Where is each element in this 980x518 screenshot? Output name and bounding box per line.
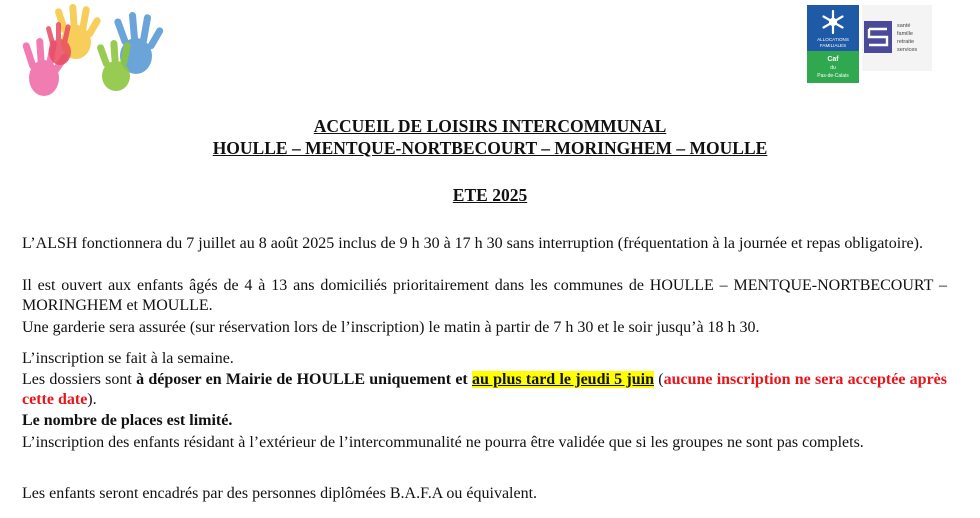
daycare-paragraph: Une garderie sera assurée (sur réservation lors de l’inscription) le matin à partir de 7 h 30 et le soir jusqu’à 18 h 30. bbox=[22, 319, 760, 336]
title-line-1: ACCUEIL DE LOISIRS INTERCOMMUNAL bbox=[313, 116, 667, 136]
weekly-registration-paragraph: L’inscription se fait à la semaine. bbox=[22, 350, 234, 367]
title-line-2: HOULLE – MENTQUE-NORTBECOURT – MORINGHEM – MOULLE bbox=[212, 138, 768, 158]
msa-line-1: santé bbox=[897, 23, 911, 29]
caf-line-3: Caf bbox=[827, 56, 839, 63]
no-late-registration-warning: aucune inscription ne sera acceptée après cette date bbox=[22, 371, 947, 408]
msa-line-3: retraite bbox=[897, 39, 915, 45]
limited-places-notice bbox=[22, 411, 947, 431]
msa-line-4: services bbox=[897, 47, 918, 53]
caf-logo bbox=[807, 5, 859, 83]
caf-line-5: Pas-de-Calais bbox=[817, 73, 849, 79]
schedule-paragraph: L’ALSH fonctionnera du 7 juillet au 8 août 2025 inclus de 9 h 30 à 17 h 30 sans interruption (fréquentation à la journée et repas obligatoire). bbox=[22, 235, 923, 252]
eligibility-paragraph: Il est ouvert aux enfants âgés de 4 à 13 ans domiciliés prioritairement dans les communes de HOULLE – MENTQUE-NORTBECOURT – MORINGHEM et MOULLE. bbox=[22, 277, 947, 314]
deadline-paren-open: ( bbox=[653, 371, 664, 388]
caf-line-2: FAMILIALES bbox=[819, 43, 847, 48]
msa-line-2: famille bbox=[897, 31, 913, 37]
msa-logo bbox=[862, 5, 932, 71]
caf-line-1: ALLOCATIONS bbox=[817, 37, 849, 42]
deadline-text-start: Les dossiers sont bbox=[22, 371, 137, 388]
deadline-paragraph bbox=[22, 370, 947, 409]
supervision-paragraph: Les enfants seront encadrés par des personnes diplômées B.A.F.A ou équivalent. bbox=[22, 485, 538, 502]
external-children-paragraph: L’inscription des enfants résidant à l’extérieur de l’intercommunalité ne pourra être validée que si les groupes ne sont pas complets. bbox=[22, 434, 864, 451]
deadline-paren-close: ). bbox=[87, 390, 97, 408]
limited-places-text: Le nombre de places est limité. bbox=[22, 412, 233, 429]
season-title: ETE 2025 bbox=[452, 185, 528, 205]
deposit-location: à déposer en Mairie de HOULLE uniquement et bbox=[136, 371, 468, 388]
caf-line-4: du bbox=[830, 65, 836, 71]
deadline-date-highlight: au plus tard le jeudi 5 juin bbox=[472, 371, 654, 388]
colorful-hands-illustration bbox=[18, 4, 168, 104]
